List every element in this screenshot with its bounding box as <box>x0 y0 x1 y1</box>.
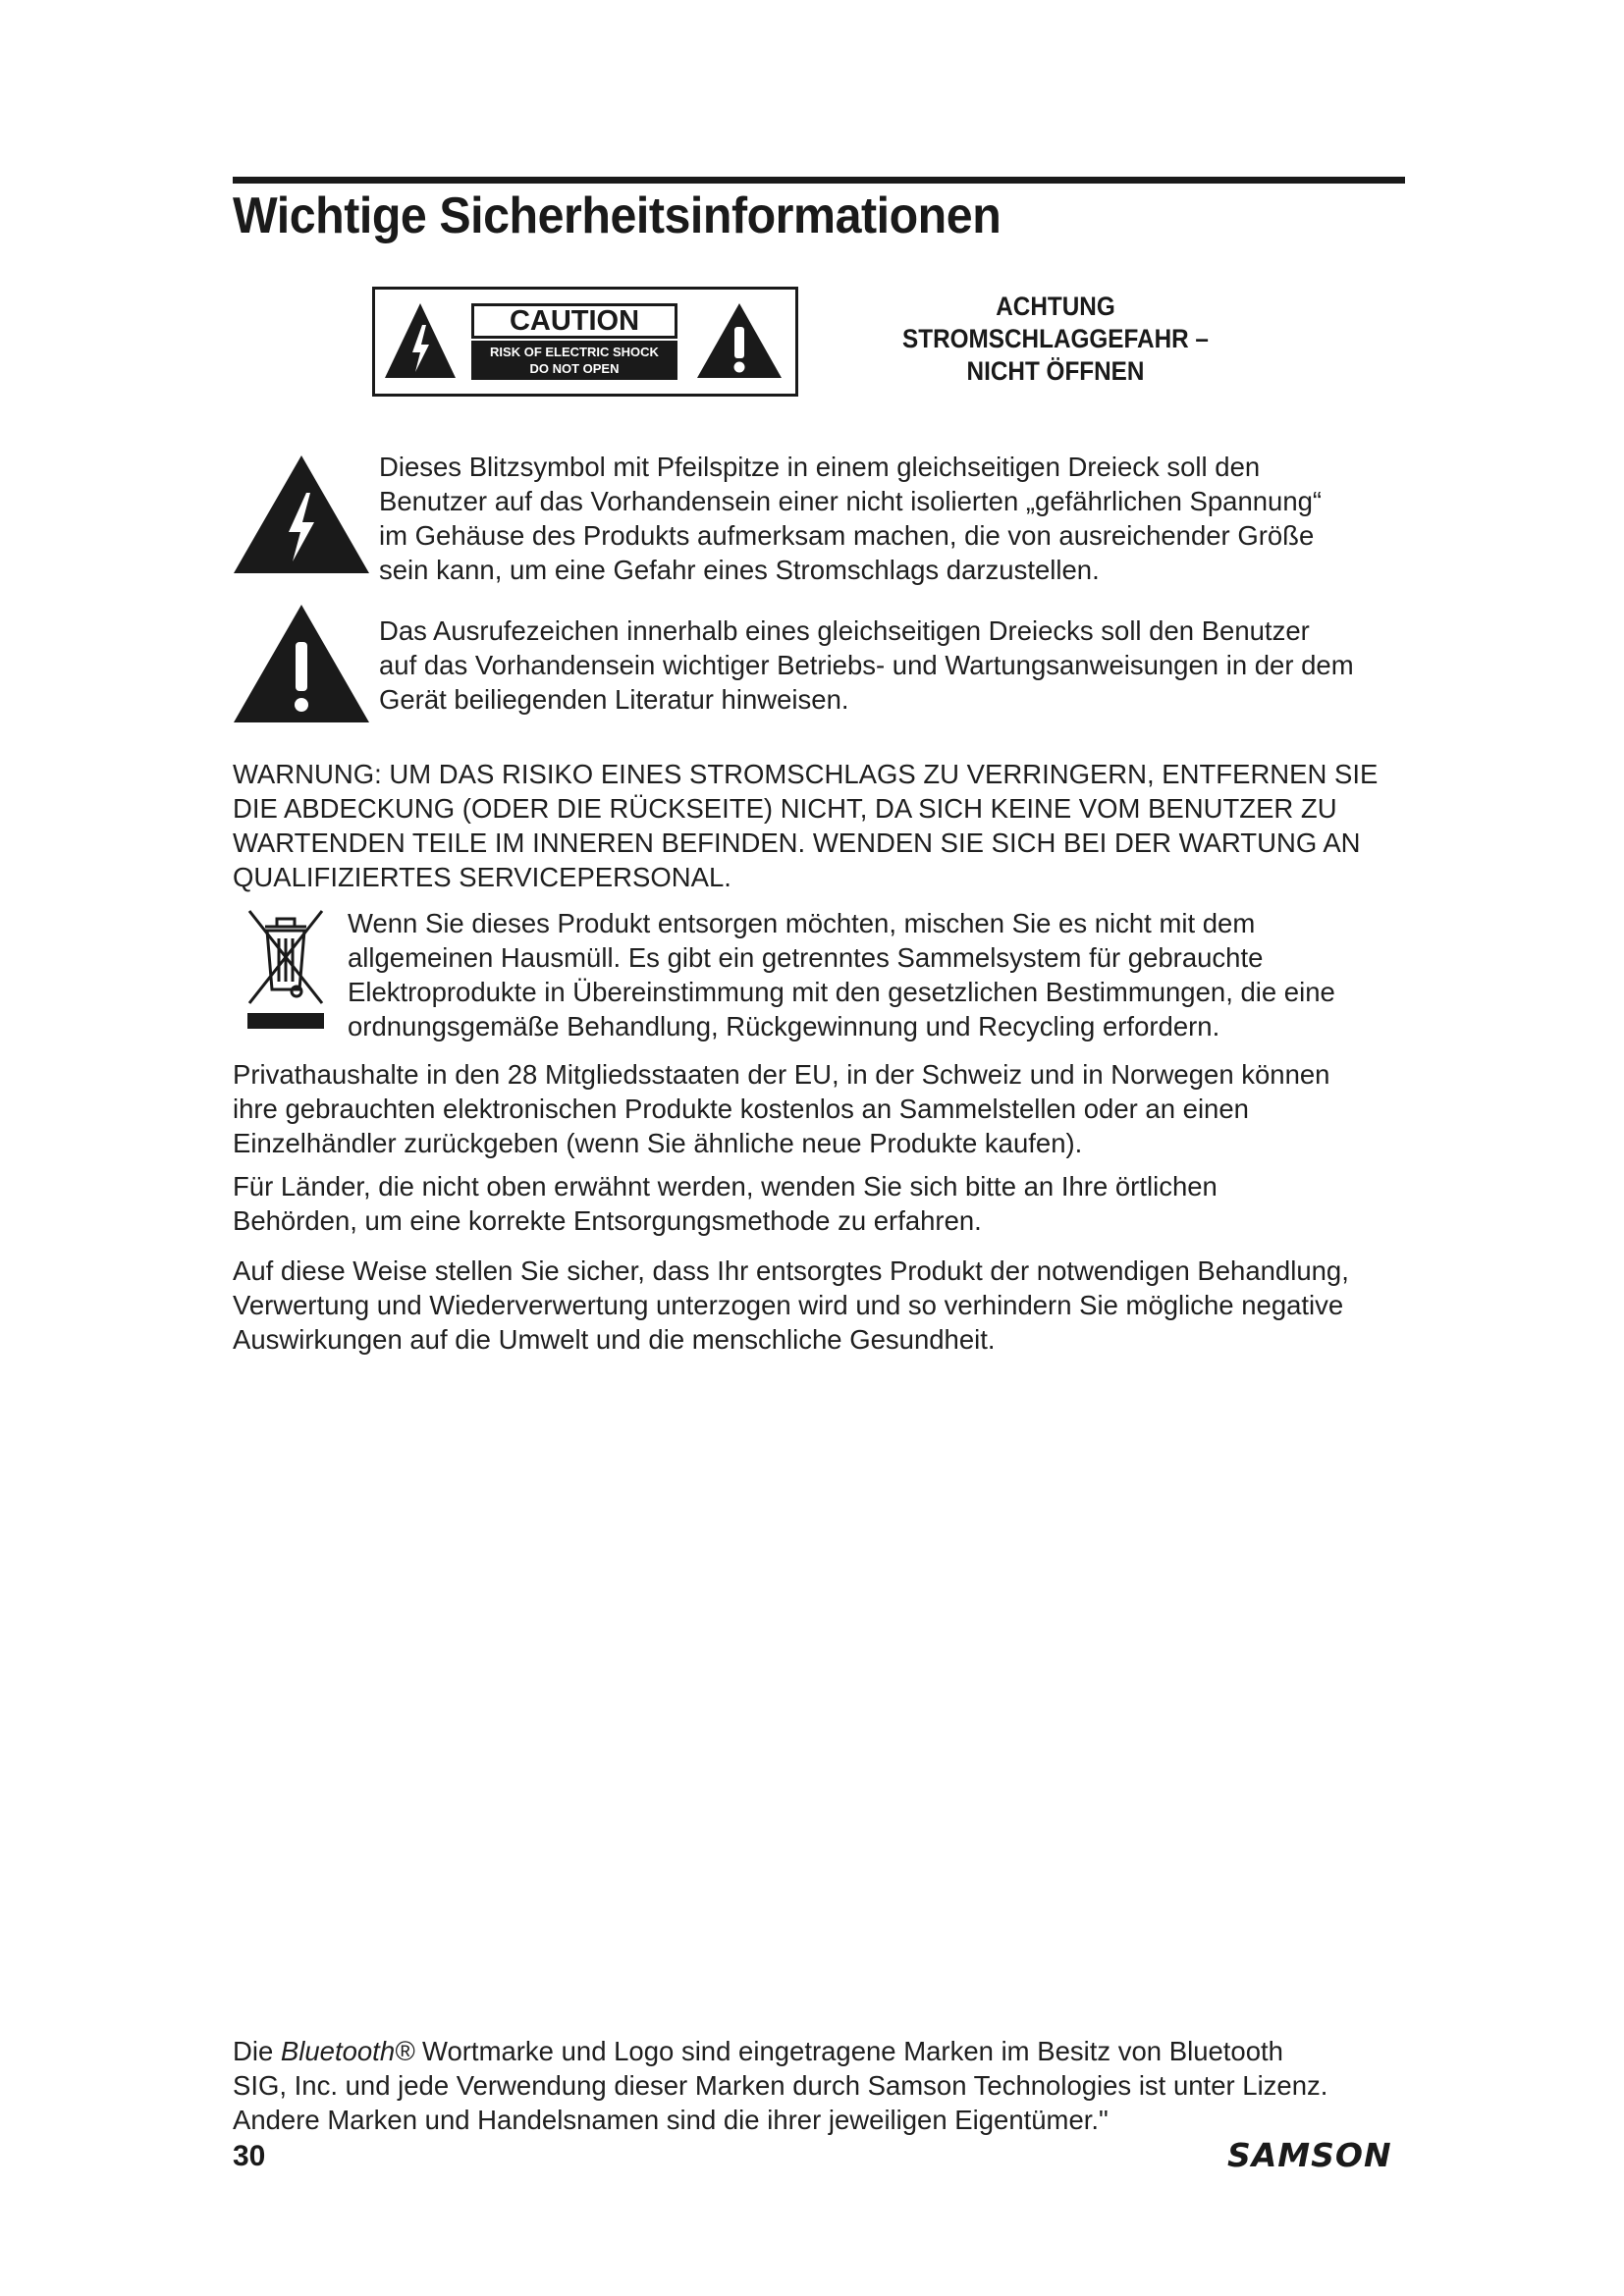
caution-line-1: RISK OF ELECTRIC SHOCK <box>490 345 659 359</box>
text-line: Dieses Blitzsymbol mit Pfeilspitze in einem gleichseitigen Dreieck soll den <box>379 452 1261 482</box>
text-line: im Gehäuse des Produkts aufmerksam machen, die von ausreichender Größe <box>379 520 1315 551</box>
text-line: auf das Vorhandensein wichtiger Betriebs- und Wartungsanweisungen in der dem <box>379 650 1354 680</box>
trademark-line-1 <box>233 2034 1327 2068</box>
text-line: ihre gebrauchten elektronischen Produkte kostenlos an Sammelstellen oder an einen <box>233 1094 1249 1124</box>
ensure-paragraph <box>233 1254 1349 1357</box>
text-line: WARTENDEN TEILE IM INNEREN BEFINDEN. WENDEN SIE SICH BEI DER WARTUNG AN <box>233 828 1361 858</box>
lightning-paragraph <box>379 450 1322 587</box>
text-line: Auswirkungen auf die Umwelt und die menschliche Gesundheit. <box>233 1324 996 1355</box>
exclamation-paragraph <box>379 614 1354 717</box>
achtung-heading <box>884 291 1228 388</box>
warning-paragraph <box>233 757 1378 894</box>
title-rule <box>233 177 1405 184</box>
caution-band <box>471 341 677 380</box>
trademark-line-2: SIG, Inc. und jede Verwendung dieser Marken durch Samson Technologies ist unter Lizenz. <box>233 2070 1328 2101</box>
trademark-notice <box>233 2034 1327 2137</box>
text-line: Für Länder, die nicht oben erwähnt werden, wenden Sie sich bitte an Ihre örtlichen <box>233 1171 1218 1201</box>
text-line: Wenn Sie dieses Produkt entsorgen möchten, mischen Sie es nicht mit dem <box>348 908 1256 938</box>
text-line: Verwertung und Wiederverwertung unterzogen wird und so verhindern Sie mögliche negative <box>233 1290 1344 1320</box>
samson-logo: SAMSON <box>1227 2136 1392 2174</box>
achtung-line-3: NICHT ÖFFNEN <box>966 356 1145 386</box>
text-line: Auf diese Weise stellen Sie sicher, dass Ihr entsorgtes Produkt der notwendigen Behandlung, <box>233 1255 1349 1286</box>
lightning-warning-icon <box>383 301 458 380</box>
caution-heading: CAUTION <box>471 303 677 339</box>
caution-label <box>372 287 798 397</box>
text-line: Einzelhändler zurückgeben (wenn Sie ähnliche neue Produkte kaufen). <box>233 1128 1083 1158</box>
text-line: Privathaushalte in den 28 Mitgliedsstaaten der EU, in der Schweiz und in Norwegen können <box>233 1059 1330 1090</box>
text-line: Elektroprodukte in Übereinstimmung mit den gesetzlichen Bestimmungen, die eine <box>348 977 1335 1007</box>
text-line: sein kann, um eine Gefahr eines Stromschlags darzustellen. <box>379 555 1100 585</box>
text-line: WARNUNG: UM DAS RISIKO EINES STROMSCHLAGS ZU VERRINGERN, ENTFERNEN SIE <box>233 759 1379 789</box>
exclamation-triangle-icon <box>232 603 371 724</box>
text-line: Das Ausrufezeichen innerhalb eines gleichseitigen Dreiecks soll den Benutzer <box>379 615 1310 646</box>
text-span: Die <box>233 2036 281 2066</box>
text-line: ordnungsgemäße Behandlung, Rückgewinnung und Recycling erfordern. <box>348 1011 1220 1041</box>
crossed-bin-icon <box>244 905 328 1033</box>
caution-line-2: DO NOT OPEN <box>529 361 620 376</box>
weee-paragraph <box>348 906 1335 1043</box>
text-line: Behörden, um eine korrekte Entsorgungsmethode zu erfahren. <box>233 1205 982 1236</box>
text-line: Gerät beiliegenden Literatur hinweisen. <box>379 684 849 715</box>
achtung-line-2: STROMSCHLAGGEFAHR – <box>902 324 1209 353</box>
text-span: Wortmarke und Logo sind eingetragene Marken im Besitz von Bluetooth <box>414 2036 1283 2066</box>
exclamation-warning-icon <box>695 301 784 380</box>
text-line: Benutzer auf das Vorhandensein einer nicht isolierten „gefährlichen Spannung“ <box>379 486 1323 516</box>
achtung-line-1: ACHTUNG <box>996 292 1115 321</box>
page-title: Wichtige Sicherheitsinformationen <box>233 187 1001 244</box>
text-line: QUALIFIZIERTES SERVICEPERSONAL. <box>233 862 731 892</box>
lightning-triangle-icon <box>232 454 371 575</box>
trademark-line-3: Andere Marken und Handelsnamen sind die ihrer jeweiligen Eigentümer." <box>233 2105 1109 2135</box>
text-line: allgemeinen Hausmüll. Es gibt ein getrenntes Sammelsystem für gebrauchte <box>348 942 1264 973</box>
text-line: DIE ABDECKUNG (ODER DIE RÜCKSEITE) NICHT, DA SICH KEINE VOM BENUTZER ZU <box>233 793 1337 824</box>
other-countries-paragraph <box>233 1169 1218 1238</box>
page-number: 30 <box>233 2140 266 2172</box>
bluetooth-brand: Bluetooth® <box>280 2036 415 2066</box>
households-paragraph <box>233 1057 1329 1160</box>
